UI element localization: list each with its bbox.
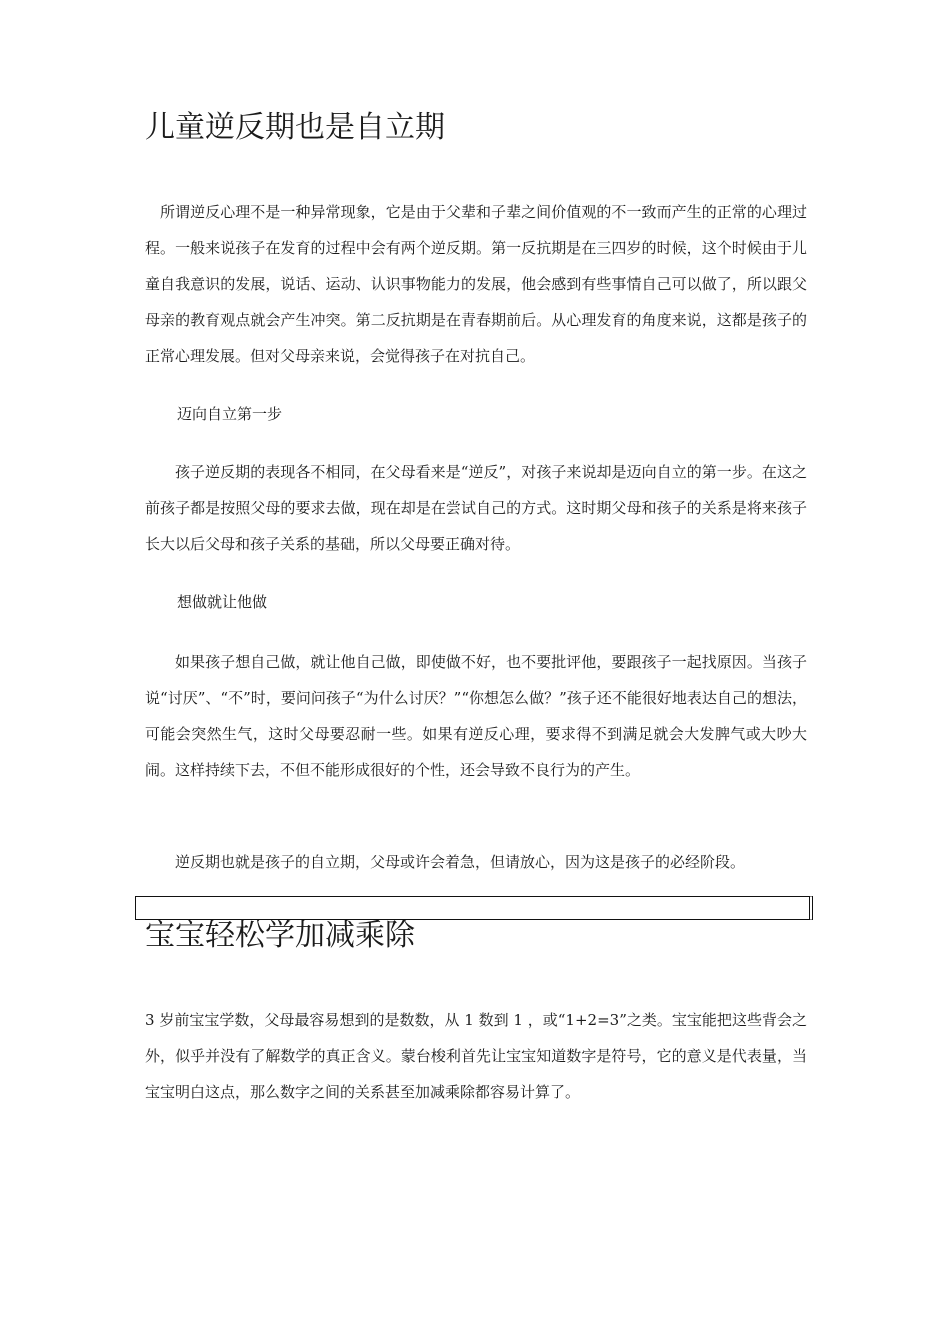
article-title: 儿童逆反期也是自立期 bbox=[145, 110, 445, 145]
closing-paragraph: 逆反期也就是孩子的自立期，父母或许会着急，但请放心，因为这是孩子的必经阶段。 bbox=[175, 853, 746, 871]
section-heading-let-them-do: 想做就让他做 bbox=[177, 593, 268, 611]
article-title-math: 宝宝轻松学加减乘除 bbox=[145, 918, 415, 953]
let-them-do-paragraph: 如果孩子想自己做，就让他自己做，即使做不好，也不要批评他，要跟孩子一起找原因。当孩子说“讨厌”、“不”时，要问问孩子“为什么讨厌？”“你想怎么做？”孩子还不能很好地表达自己的想法，可能会突然生气，这时父母要忍耐一些。如果有逆反心理，要求得不到满足就会大发脾气或大吵大闹。这样持续下去，不但不能形成很好的个性，还会导致不良行为的产生。 bbox=[145, 653, 807, 779]
math-paragraph: 3 岁前宝宝学数，父母最容易想到的是数数，从 1 数到 1 ，或“1+2=3”之类。宝宝能把这些背会之外，似乎并没有了解数学的真正含义。蒙台梭利首先让宝宝知道数字是符号，它的意义是代表量，当宝宝明白这点，那么数字之间的关系甚至加减乘除都容易计算了。 bbox=[145, 1011, 807, 1101]
first-step-paragraph: 孩子逆反期的表现各不相同，在父母看来是“逆反”，对孩子来说却是迈向自立的第一步。在这之前孩子都是按照父母的要求去做，现在却是在尝试自己的方式。这时期父母和孩子的关系是将来孩子长大以后父母和孩子关系的基础，所以父母要正确对待。 bbox=[145, 463, 807, 553]
section-heading-first-step: 迈向自立第一步 bbox=[177, 405, 283, 423]
intro-paragraph: 所谓逆反心理不是一种异常现象，它是由于父辈和子辈之间价值观的不一致而产生的正常的心理过程。一般来说孩子在发育的过程中会有两个逆反期。第一反抗期是在三四岁的时候，这个时候由于儿童自我意识的发展，说话、运动、认识事物能力的发展，他会感到有些事情自己可以做了，所以跟父母亲的教育观点就会产生冲突。第二反抗期是在青春期前后。从心理发育的角度来说，这都是孩子的正常心理发展。但对父母亲来说，会觉得孩子在对抗自己。 bbox=[145, 203, 807, 365]
